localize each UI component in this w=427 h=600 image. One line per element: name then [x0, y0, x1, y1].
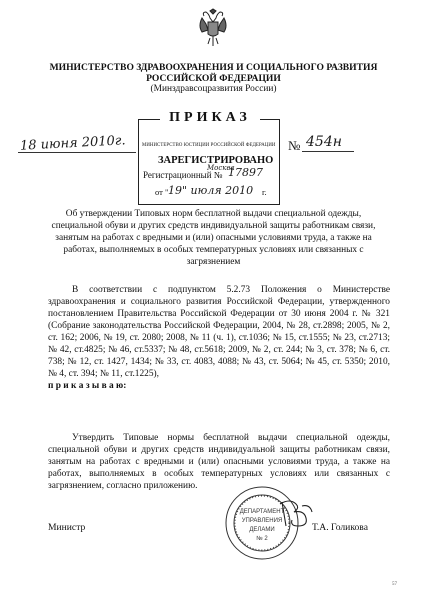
ministry-short-name: (Минздравсоцразвития России) — [150, 84, 277, 94]
order-number: 454н — [306, 134, 342, 150]
signatory-name: Т.А. Голикова — [312, 522, 368, 533]
stamp-organization: МИНИСТЕРСТВО ЮСТИЦИИ РОССИЙСКОЙ ФЕДЕРАЦИИ — [142, 143, 276, 148]
number-underline — [302, 151, 354, 152]
order-title: Об утверждении Типовых норм бесплатной выдачи специальной одежды, специальной обуви и других средств индивидуальной защиты работникам связи, занятым на работах с вредными и (или) опасными условиями труда, а также на работах, выполняемых в особых температурных условиях или связанных с загрязнением — [51, 209, 376, 267]
date-underline — [18, 152, 136, 153]
order-date: 18 июня 2010г. — [19, 133, 126, 154]
seal-line2: УПРАВЛЕНИЯ — [241, 518, 283, 524]
preamble-paragraph — [48, 284, 390, 392]
preamble-text: В соответствии с подпунктом 5.2.73 Положения о Министерстве здравоохранения и социального развития Российской Федерации, утвержденного постановлением Правительства Российской Федерации от 30 июня 2004 г. № 321 (Собрание законодательства Российской Федерации, 2004, № 28, ст.2898; 2005, № 2, ст. 162; 2006, № 19, ст. 2080; 2008, № 11 (ч. 1), ст.1036; № 15, ст.1555; № 23, ст.2713; № 42, ст.4825; № 46, ст.5337; № 48, ст.5618; 2009, № 2, ст. 244; № 3, ст. 378; № 6, ст. 738; № 12, ст. 1427, 1434; № 33, ст. 4083, 4088; № 43, ст. 5064; № 45, ст. 5350; 2010, № 4, ст. 394; № 11, ст.1225), — [48, 285, 390, 379]
stamp-year-suffix: г. — [262, 187, 267, 197]
order-number-sign: № — [288, 138, 301, 153]
stamp-city: Москва — [207, 164, 235, 172]
stamp-registered: ЗАРЕГИСТРИРОВАНО — [158, 155, 274, 166]
stamp-from-label: от " — [155, 187, 169, 197]
order-heading: ПРИКАЗ — [160, 110, 260, 126]
stamp-reg-date: 19" июля 2010 — [168, 184, 254, 197]
handwritten-signature — [276, 496, 316, 532]
seal-line1: ДЕПАРТАМЕНТ — [239, 509, 285, 515]
ministry-name-line2: РОССИЙСКОЙ ФЕДЕРАЦИИ — [146, 73, 281, 84]
seal-line3: ДЕЛАМИ — [249, 527, 275, 533]
body-paragraph: Утвердить Типовые нормы бесплатной выдачи специальной одежды, специальной обуви и других средств индивидуальной защиты работникам связи, занятым на работах с вредными и (или) опасными условиями труда, а также на работах, выполняемых в особых температурных условиях или связанных с загрязнением, согласно приложению. — [48, 433, 390, 491]
page-number: 57 — [392, 582, 397, 587]
seal-line4: № 2 — [256, 536, 268, 542]
order-word: п р и к а з ы в а ю: — [48, 381, 127, 391]
stamp-reg-number-label: Регистрационный № — [143, 170, 223, 180]
stamp-reg-number: 17897 — [228, 166, 263, 179]
coat-of-arms-icon — [196, 8, 230, 48]
ministry-name-line1: МИНИСТЕРСТВО ЗДРАВООХРАНЕНИЯ И СОЦИАЛЬНОГО РАЗВИТИЯ — [49, 62, 378, 73]
signatory-position: Министр — [48, 522, 86, 533]
